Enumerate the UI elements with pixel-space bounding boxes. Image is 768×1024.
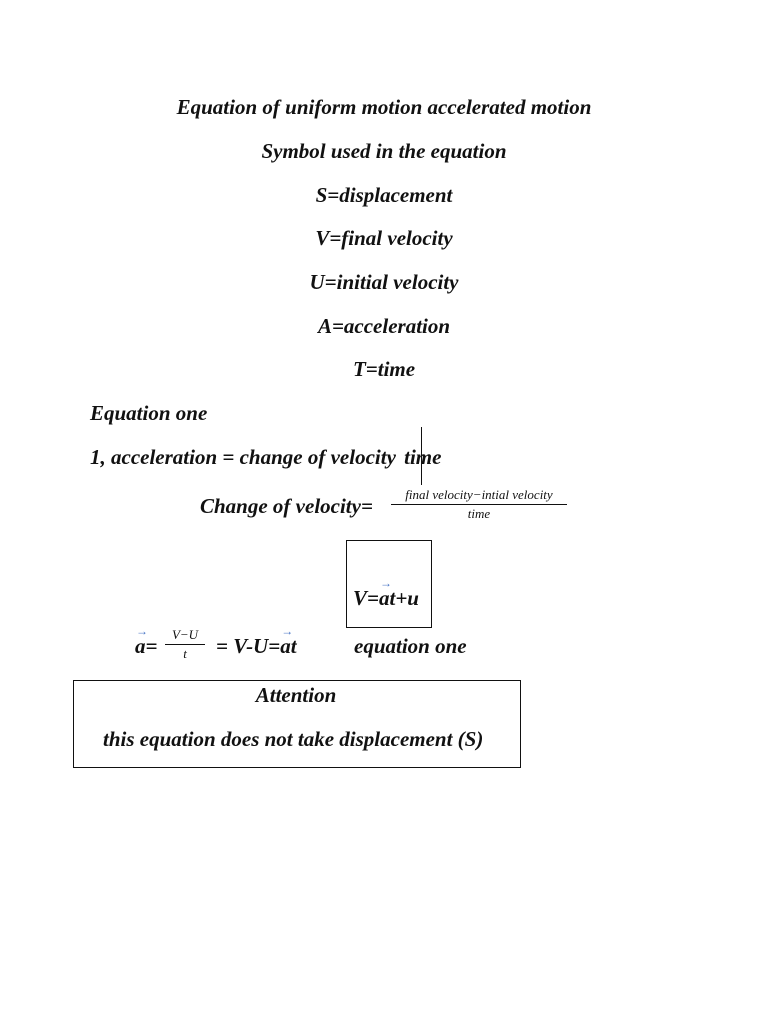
attention-note: this equation does not take displacement (S) — [103, 727, 484, 751]
equation-one-heading: Equation one — [90, 401, 208, 425]
symbol-acceleration: A=acceleration — [317, 314, 451, 338]
symbols-heading: Symbol used in the equation — [261, 139, 507, 163]
boxed-prefix: V= — [353, 586, 379, 610]
page-title: Equation of uniform motion accelerated motion — [176, 95, 592, 119]
vector-a-left: → a — [135, 624, 148, 658]
boxed-equation — [353, 576, 419, 610]
symbol-initial-velocity: U=initial velocity — [309, 270, 459, 294]
symbol-displacement: S=displacement — [315, 183, 453, 207]
change-of-velocity-label: Change of velocity= — [200, 494, 373, 518]
derivation-fraction — [165, 627, 205, 662]
derivation-numerator: V−U — [165, 627, 205, 645]
derivation-denominator: t — [183, 646, 187, 661]
vector-a-right: → a — [280, 624, 294, 658]
vector-arrow-icon: → — [136, 624, 148, 638]
fraction-denominator: time — [467, 506, 491, 521]
step-one-left: 1, acceleration = change of velocity — [90, 445, 396, 469]
fraction-numerator: final velocity−intial velocity — [391, 487, 567, 505]
attention-title: Attention — [255, 683, 337, 707]
division-bar — [421, 427, 422, 485]
derivation-line — [135, 624, 158, 658]
vector-arrow-icon: → — [281, 624, 294, 638]
step-one-line — [90, 445, 441, 469]
equation-one-label: equation one — [354, 634, 467, 658]
boxed-suffix: t+u — [389, 586, 419, 610]
symbol-final-velocity: V=final velocity — [315, 226, 453, 250]
step-one-right: time — [404, 445, 442, 469]
derivation-middle: = V-U= — [216, 634, 281, 658]
derivation-eq: = — [145, 634, 158, 658]
change-of-velocity-fraction — [391, 487, 567, 522]
vector-arrow-icon: → — [379, 576, 392, 590]
vector-a: → a — [378, 576, 392, 610]
derivation-rest — [216, 624, 297, 658]
symbol-time: T=time — [352, 357, 416, 381]
derivation-t: t — [290, 634, 297, 658]
